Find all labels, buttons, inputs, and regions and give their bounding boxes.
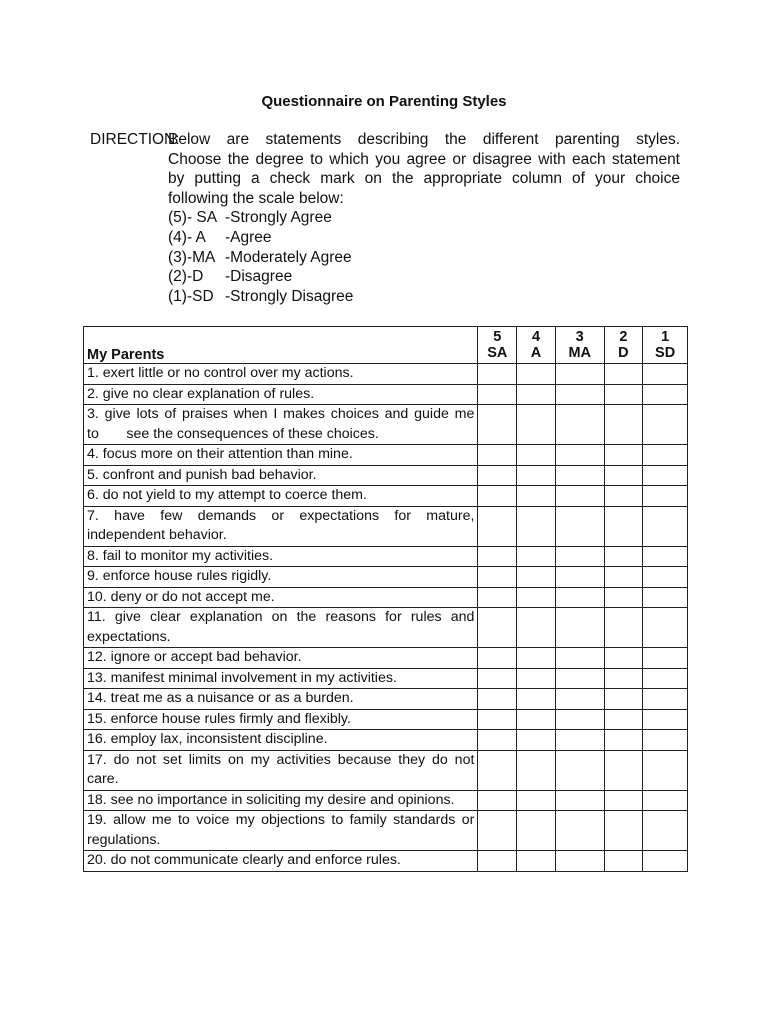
column-header-ma xyxy=(555,327,604,364)
response-cell-d[interactable] xyxy=(604,445,643,466)
response-cell-sd[interactable] xyxy=(643,689,688,710)
response-cell-sd[interactable] xyxy=(643,750,688,790)
scale-code: (3)-MA xyxy=(168,248,216,266)
response-cell-sa[interactable] xyxy=(478,587,517,608)
response-cell-d[interactable] xyxy=(604,384,643,405)
direction-line: Choose the degree to which you agree or disagree with each statement xyxy=(168,150,680,168)
column-header-statements: My Parents xyxy=(84,327,478,364)
response-cell-d[interactable] xyxy=(604,506,643,546)
response-cell-ma[interactable] xyxy=(555,506,604,546)
scale-item xyxy=(168,208,680,228)
response-cell-sa[interactable] xyxy=(478,689,517,710)
direction-text: Below are statements describing the different parenting styles. xyxy=(168,131,680,148)
response-cell-a[interactable] xyxy=(517,465,556,486)
response-cell-ma[interactable] xyxy=(555,587,604,608)
table-row xyxy=(84,486,688,507)
scale-meaning: -Moderately Agree xyxy=(225,248,352,266)
statement-cell: 13. manifest minimal involvement in my activities. xyxy=(84,668,478,689)
response-cell-sa[interactable] xyxy=(478,750,517,790)
response-cell-sa[interactable] xyxy=(478,567,517,588)
page-title: Questionnaire on Parenting Styles xyxy=(261,93,507,110)
response-cell-ma[interactable] xyxy=(555,608,604,648)
response-cell-a[interactable] xyxy=(517,730,556,751)
response-cell-a[interactable] xyxy=(517,384,556,405)
direction-line: by putting a check mark on the appropriate column of your choice xyxy=(168,170,680,188)
response-cell-d[interactable] xyxy=(604,689,643,710)
response-cell-ma[interactable] xyxy=(555,648,604,669)
scale-item xyxy=(168,267,680,287)
statement-cell: 2. give no clear explanation of rules. xyxy=(84,384,478,405)
column-abbr: D xyxy=(618,345,629,361)
scale-meaning: -Strongly Agree xyxy=(225,209,332,227)
scale-code: (5)- SA xyxy=(168,209,218,227)
response-cell-sa[interactable] xyxy=(478,546,517,567)
response-cell-d[interactable] xyxy=(604,730,643,751)
response-cell-a[interactable] xyxy=(517,790,556,811)
statement-cell: 8. fail to monitor my activities. xyxy=(84,546,478,567)
response-cell-ma[interactable] xyxy=(555,689,604,710)
statement-cell: 10. deny or do not accept me. xyxy=(84,587,478,608)
response-cell-d[interactable] xyxy=(604,364,643,385)
response-cell-d[interactable] xyxy=(604,405,643,445)
response-cell-d[interactable] xyxy=(604,750,643,790)
response-cell-d[interactable] xyxy=(604,587,643,608)
response-cell-sa[interactable] xyxy=(478,648,517,669)
response-cell-d[interactable] xyxy=(604,811,643,851)
table-row xyxy=(84,811,688,851)
response-cell-sa[interactable] xyxy=(478,790,517,811)
response-cell-d[interactable] xyxy=(604,465,643,486)
scale-meaning: -Strongly Disagree xyxy=(225,287,354,305)
response-cell-ma[interactable] xyxy=(555,730,604,751)
table-row xyxy=(84,668,688,689)
response-cell-sd[interactable] xyxy=(643,648,688,669)
table-row xyxy=(84,709,688,730)
statement-cell: 14. treat me as a nuisance or as a burden. xyxy=(84,689,478,710)
response-cell-sa[interactable] xyxy=(478,811,517,851)
response-cell-ma[interactable] xyxy=(555,668,604,689)
response-cell-sd[interactable] xyxy=(643,384,688,405)
column-abbr: SA xyxy=(487,345,508,361)
response-cell-d[interactable] xyxy=(604,709,643,730)
response-cell-sd[interactable] xyxy=(643,811,688,851)
response-cell-sd[interactable] xyxy=(643,851,688,872)
response-cell-ma[interactable] xyxy=(555,709,604,730)
table-row xyxy=(84,790,688,811)
table-row xyxy=(84,648,688,669)
statement-cell: 9. enforce house rules rigidly. xyxy=(84,567,478,588)
response-cell-ma[interactable] xyxy=(555,567,604,588)
column-abbr: A xyxy=(530,345,542,361)
response-cell-sd[interactable] xyxy=(643,486,688,507)
response-cell-a[interactable] xyxy=(517,546,556,567)
statement-cell: 1. exert little or no control over my actions. xyxy=(84,364,478,385)
response-cell-sa[interactable] xyxy=(478,851,517,872)
scale-meaning: -Disagree xyxy=(225,268,293,286)
column-header-d xyxy=(604,327,643,364)
response-cell-ma[interactable] xyxy=(555,486,604,507)
response-cell-sd[interactable] xyxy=(643,506,688,546)
response-cell-a[interactable] xyxy=(517,811,556,851)
table-row xyxy=(84,445,688,466)
table-row xyxy=(84,465,688,486)
response-cell-sa[interactable] xyxy=(478,486,517,507)
table-row xyxy=(84,364,688,385)
response-cell-sa[interactable] xyxy=(478,668,517,689)
direction-label: DIRECTION: xyxy=(90,131,180,148)
response-cell-a[interactable] xyxy=(517,851,556,872)
response-cell-sd[interactable] xyxy=(643,567,688,588)
statement-cell: 15. enforce house rules firmly and flexibly. xyxy=(84,709,478,730)
response-cell-sa[interactable] xyxy=(478,730,517,751)
table-row xyxy=(84,851,688,872)
statement-cell: 3. give lots of praises when I makes choices and guide me to see the consequences of these choices. xyxy=(84,405,478,445)
statement-cell: 18. see no importance in soliciting my desire and opinions. xyxy=(84,790,478,811)
table-row xyxy=(84,546,688,567)
response-cell-d[interactable] xyxy=(604,486,643,507)
response-cell-a[interactable] xyxy=(517,567,556,588)
table-row xyxy=(84,730,688,751)
response-cell-a[interactable] xyxy=(517,486,556,507)
response-cell-a[interactable] xyxy=(517,587,556,608)
column-number: 2 xyxy=(619,329,628,345)
column-abbr: SD xyxy=(655,345,676,361)
response-cell-sa[interactable] xyxy=(478,506,517,546)
response-cell-a[interactable] xyxy=(517,750,556,790)
response-cell-d[interactable] xyxy=(604,648,643,669)
column-number: 4 xyxy=(532,329,541,345)
response-cell-sa[interactable] xyxy=(478,608,517,648)
response-cell-sd[interactable] xyxy=(643,465,688,486)
response-cell-d[interactable] xyxy=(604,790,643,811)
table-row xyxy=(84,567,688,588)
table-row xyxy=(84,405,688,445)
response-cell-sa[interactable] xyxy=(478,465,517,486)
statement-cell: 17. do not set limits on my activities because they do not care. xyxy=(84,750,478,790)
response-cell-d[interactable] xyxy=(604,851,643,872)
response-cell-ma[interactable] xyxy=(555,465,604,486)
scale-code: (1)-SD xyxy=(168,287,214,305)
scale-meaning: -Agree xyxy=(225,228,272,246)
statement-cell: 12. ignore or accept bad behavior. xyxy=(84,648,478,669)
scale-code: (4)- A xyxy=(168,228,206,246)
response-cell-sd[interactable] xyxy=(643,445,688,466)
response-cell-sa[interactable] xyxy=(478,445,517,466)
response-cell-a[interactable] xyxy=(517,405,556,445)
response-cell-ma[interactable] xyxy=(555,445,604,466)
statement-cell: 11. give clear explanation on the reasons for rules and expectations. xyxy=(84,608,478,648)
column-header-a xyxy=(517,327,556,364)
response-cell-a[interactable] xyxy=(517,668,556,689)
response-cell-sd[interactable] xyxy=(643,364,688,385)
table-row xyxy=(84,689,688,710)
statement-cell: 19. allow me to voice my objections to family standards or regulations. xyxy=(84,811,478,851)
response-cell-sd[interactable] xyxy=(643,587,688,608)
response-cell-ma[interactable] xyxy=(555,790,604,811)
table-row xyxy=(84,750,688,790)
response-cell-ma[interactable] xyxy=(555,811,604,851)
table-row xyxy=(84,587,688,608)
direction-block xyxy=(90,130,680,306)
table-row xyxy=(84,506,688,546)
response-cell-sa[interactable] xyxy=(478,405,517,445)
column-number: 1 xyxy=(661,329,670,345)
response-cell-a[interactable] xyxy=(517,689,556,710)
questionnaire-table xyxy=(83,326,688,872)
response-cell-a[interactable] xyxy=(517,506,556,546)
table-row xyxy=(84,608,688,648)
statement-cell: 16. employ lax, inconsistent discipline. xyxy=(84,730,478,751)
column-header-sa xyxy=(478,327,517,364)
column-header-sd xyxy=(643,327,688,364)
response-cell-sd[interactable] xyxy=(643,790,688,811)
statement-cell: 5. confront and punish bad behavior. xyxy=(84,465,478,486)
response-cell-sd[interactable] xyxy=(643,405,688,445)
statement-cell: 4. focus more on their attention than mine. xyxy=(84,445,478,466)
response-cell-ma[interactable] xyxy=(555,851,604,872)
response-cell-d[interactable] xyxy=(604,608,643,648)
response-cell-ma[interactable] xyxy=(555,546,604,567)
direction-line: following the scale below: xyxy=(168,189,344,207)
response-cell-a[interactable] xyxy=(517,648,556,669)
table-header-row xyxy=(84,327,688,364)
response-cell-a[interactable] xyxy=(517,709,556,730)
response-cell-sa[interactable] xyxy=(478,384,517,405)
statement-cell: 6. do not yield to my attempt to coerce them. xyxy=(84,486,478,507)
response-cell-ma[interactable] xyxy=(555,364,604,385)
statement-cell: 7. have few demands or expectations for mature, independent behavior. xyxy=(84,506,478,546)
response-cell-sa[interactable] xyxy=(478,709,517,730)
response-cell-d[interactable] xyxy=(604,567,643,588)
response-cell-ma[interactable] xyxy=(555,384,604,405)
response-cell-sd[interactable] xyxy=(643,546,688,567)
response-cell-a[interactable] xyxy=(517,608,556,648)
response-cell-sa[interactable] xyxy=(478,364,517,385)
response-cell-a[interactable] xyxy=(517,364,556,385)
scale-item xyxy=(168,248,680,268)
table-row xyxy=(84,384,688,405)
response-cell-d[interactable] xyxy=(604,668,643,689)
column-number: 3 xyxy=(575,329,584,345)
response-cell-ma[interactable] xyxy=(555,405,604,445)
scale-item xyxy=(168,287,680,307)
response-cell-ma[interactable] xyxy=(555,750,604,790)
column-abbr: MA xyxy=(568,345,591,361)
statement-cell: 20. do not communicate clearly and enforce rules. xyxy=(84,851,478,872)
response-cell-sd[interactable] xyxy=(643,709,688,730)
response-cell-sd[interactable] xyxy=(643,668,688,689)
column-number: 5 xyxy=(493,329,502,345)
scale-code: (2)-D xyxy=(168,268,204,286)
response-cell-a[interactable] xyxy=(517,445,556,466)
response-cell-sd[interactable] xyxy=(643,730,688,751)
scale-item xyxy=(168,228,680,248)
response-cell-d[interactable] xyxy=(604,546,643,567)
response-cell-sd[interactable] xyxy=(643,608,688,648)
